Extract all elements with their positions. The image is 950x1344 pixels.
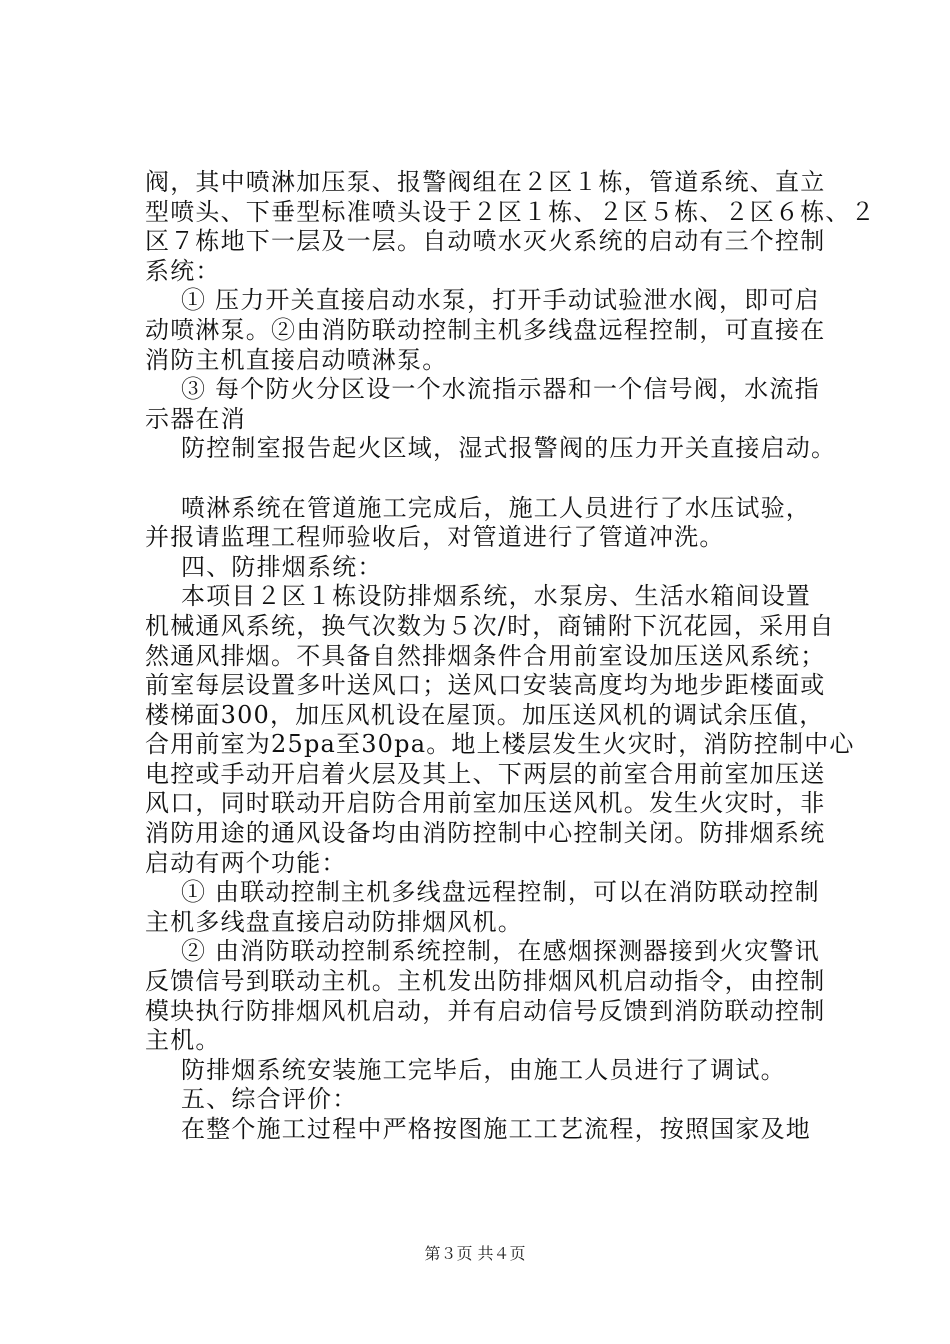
text-line: 示器在消 xyxy=(145,404,246,433)
text-line: 然通风排烟。不具备自然排烟条件合用前室设加压送风系统； xyxy=(145,641,826,670)
text-line: 并报请监理工程师验收后，对管道进行了管道冲洗。 xyxy=(145,523,725,552)
text-line: 启动有两个功能： xyxy=(145,848,347,877)
section-heading: 五、综合评价： xyxy=(181,1085,358,1114)
text-line: 防排烟系统安装施工完毕后，由施工人员进行了调试。 xyxy=(181,1055,786,1084)
document-body xyxy=(145,168,876,1145)
text-line: 模块执行防排烟风机启动，并有启动信号反馈到消防联动控制 xyxy=(145,996,826,1025)
text-line: 本项目２区１栋设防排烟系统，水泵房、生活水箱间设置 xyxy=(181,582,811,611)
text-line: 主机。 xyxy=(145,1026,221,1055)
text-line: ① 由联动控制主机多线盘远程控制，可以在消防联动控制 xyxy=(181,878,820,907)
text-line: 机械通风系统，换气次数为５次/时，商铺附下沉花园，采用自 xyxy=(145,611,835,640)
text-line: 消防主机直接启动喷淋泵。 xyxy=(145,345,448,374)
text-line: 区７栋地下一层及一层。自动喷水灭火系统的启动有三个控制 xyxy=(145,227,826,256)
text-line: 型喷头、下垂型标准喷头设于２区１栋、２区５栋、２区６栋、２ xyxy=(145,197,876,226)
text-line: 电控或手动开启着火层及其上、下两层的前室合用前室加压送 xyxy=(145,759,826,788)
page-number-footer: 第３页 共４页 xyxy=(424,1244,526,1263)
text-line: 喷淋系统在管道施工完成后，施工人员进行了水压试验， xyxy=(181,493,811,522)
blank-line xyxy=(145,464,835,494)
text-line: 系统： xyxy=(145,256,221,285)
text-line: 主机多线盘直接启动防排烟风机。 xyxy=(145,907,523,936)
text-line: 在整个施工过程中严格按图施工工艺流程，按照国家及地 xyxy=(181,1115,811,1143)
text-line: ③ 每个防火分区设一个水流指示器和一个信号阀，水流指 xyxy=(181,375,820,404)
text-line: 反馈信号到联动主机。主机发出防排烟风机启动指令，由控制 xyxy=(145,967,826,996)
text-line: 阀，其中喷淋加压泵、报警阀组在２区１栋，管道系统、直立 xyxy=(145,168,826,196)
text-line: 楼梯面300，加压风机设在屋顶。加压送风机的调试余压值， xyxy=(145,700,825,729)
text-line: 动喷淋泵。②由消防联动控制主机多线盘远程控制，可直接在 xyxy=(145,315,826,344)
text-line: 前室每层设置多叶送风口；送风口安装高度均为地步距楼面或 xyxy=(145,671,826,700)
section-heading: 四、防排烟系统： xyxy=(181,552,383,581)
text-line: 合用前室为25pa至30pa。地上楼层发生火灾时，消防控制中心 xyxy=(145,730,855,759)
text-line: 防控制室报告起火区域，湿式报警阀的压力开关直接启动。 xyxy=(181,434,837,463)
text-line: ② 由消防联动控制系统控制，在感烟探测器接到火灾警讯 xyxy=(181,937,820,966)
text-line: 消防用途的通风设备均由消防控制中心控制关闭。防排烟系统 xyxy=(145,819,826,848)
text-line: ① 压力开关直接启动水泵，打开手动试验泄水阀，即可启 xyxy=(181,286,820,315)
text-line: 风口，同时联动开启防合用前室加压送风机。发生火灾时，非 xyxy=(145,789,826,818)
